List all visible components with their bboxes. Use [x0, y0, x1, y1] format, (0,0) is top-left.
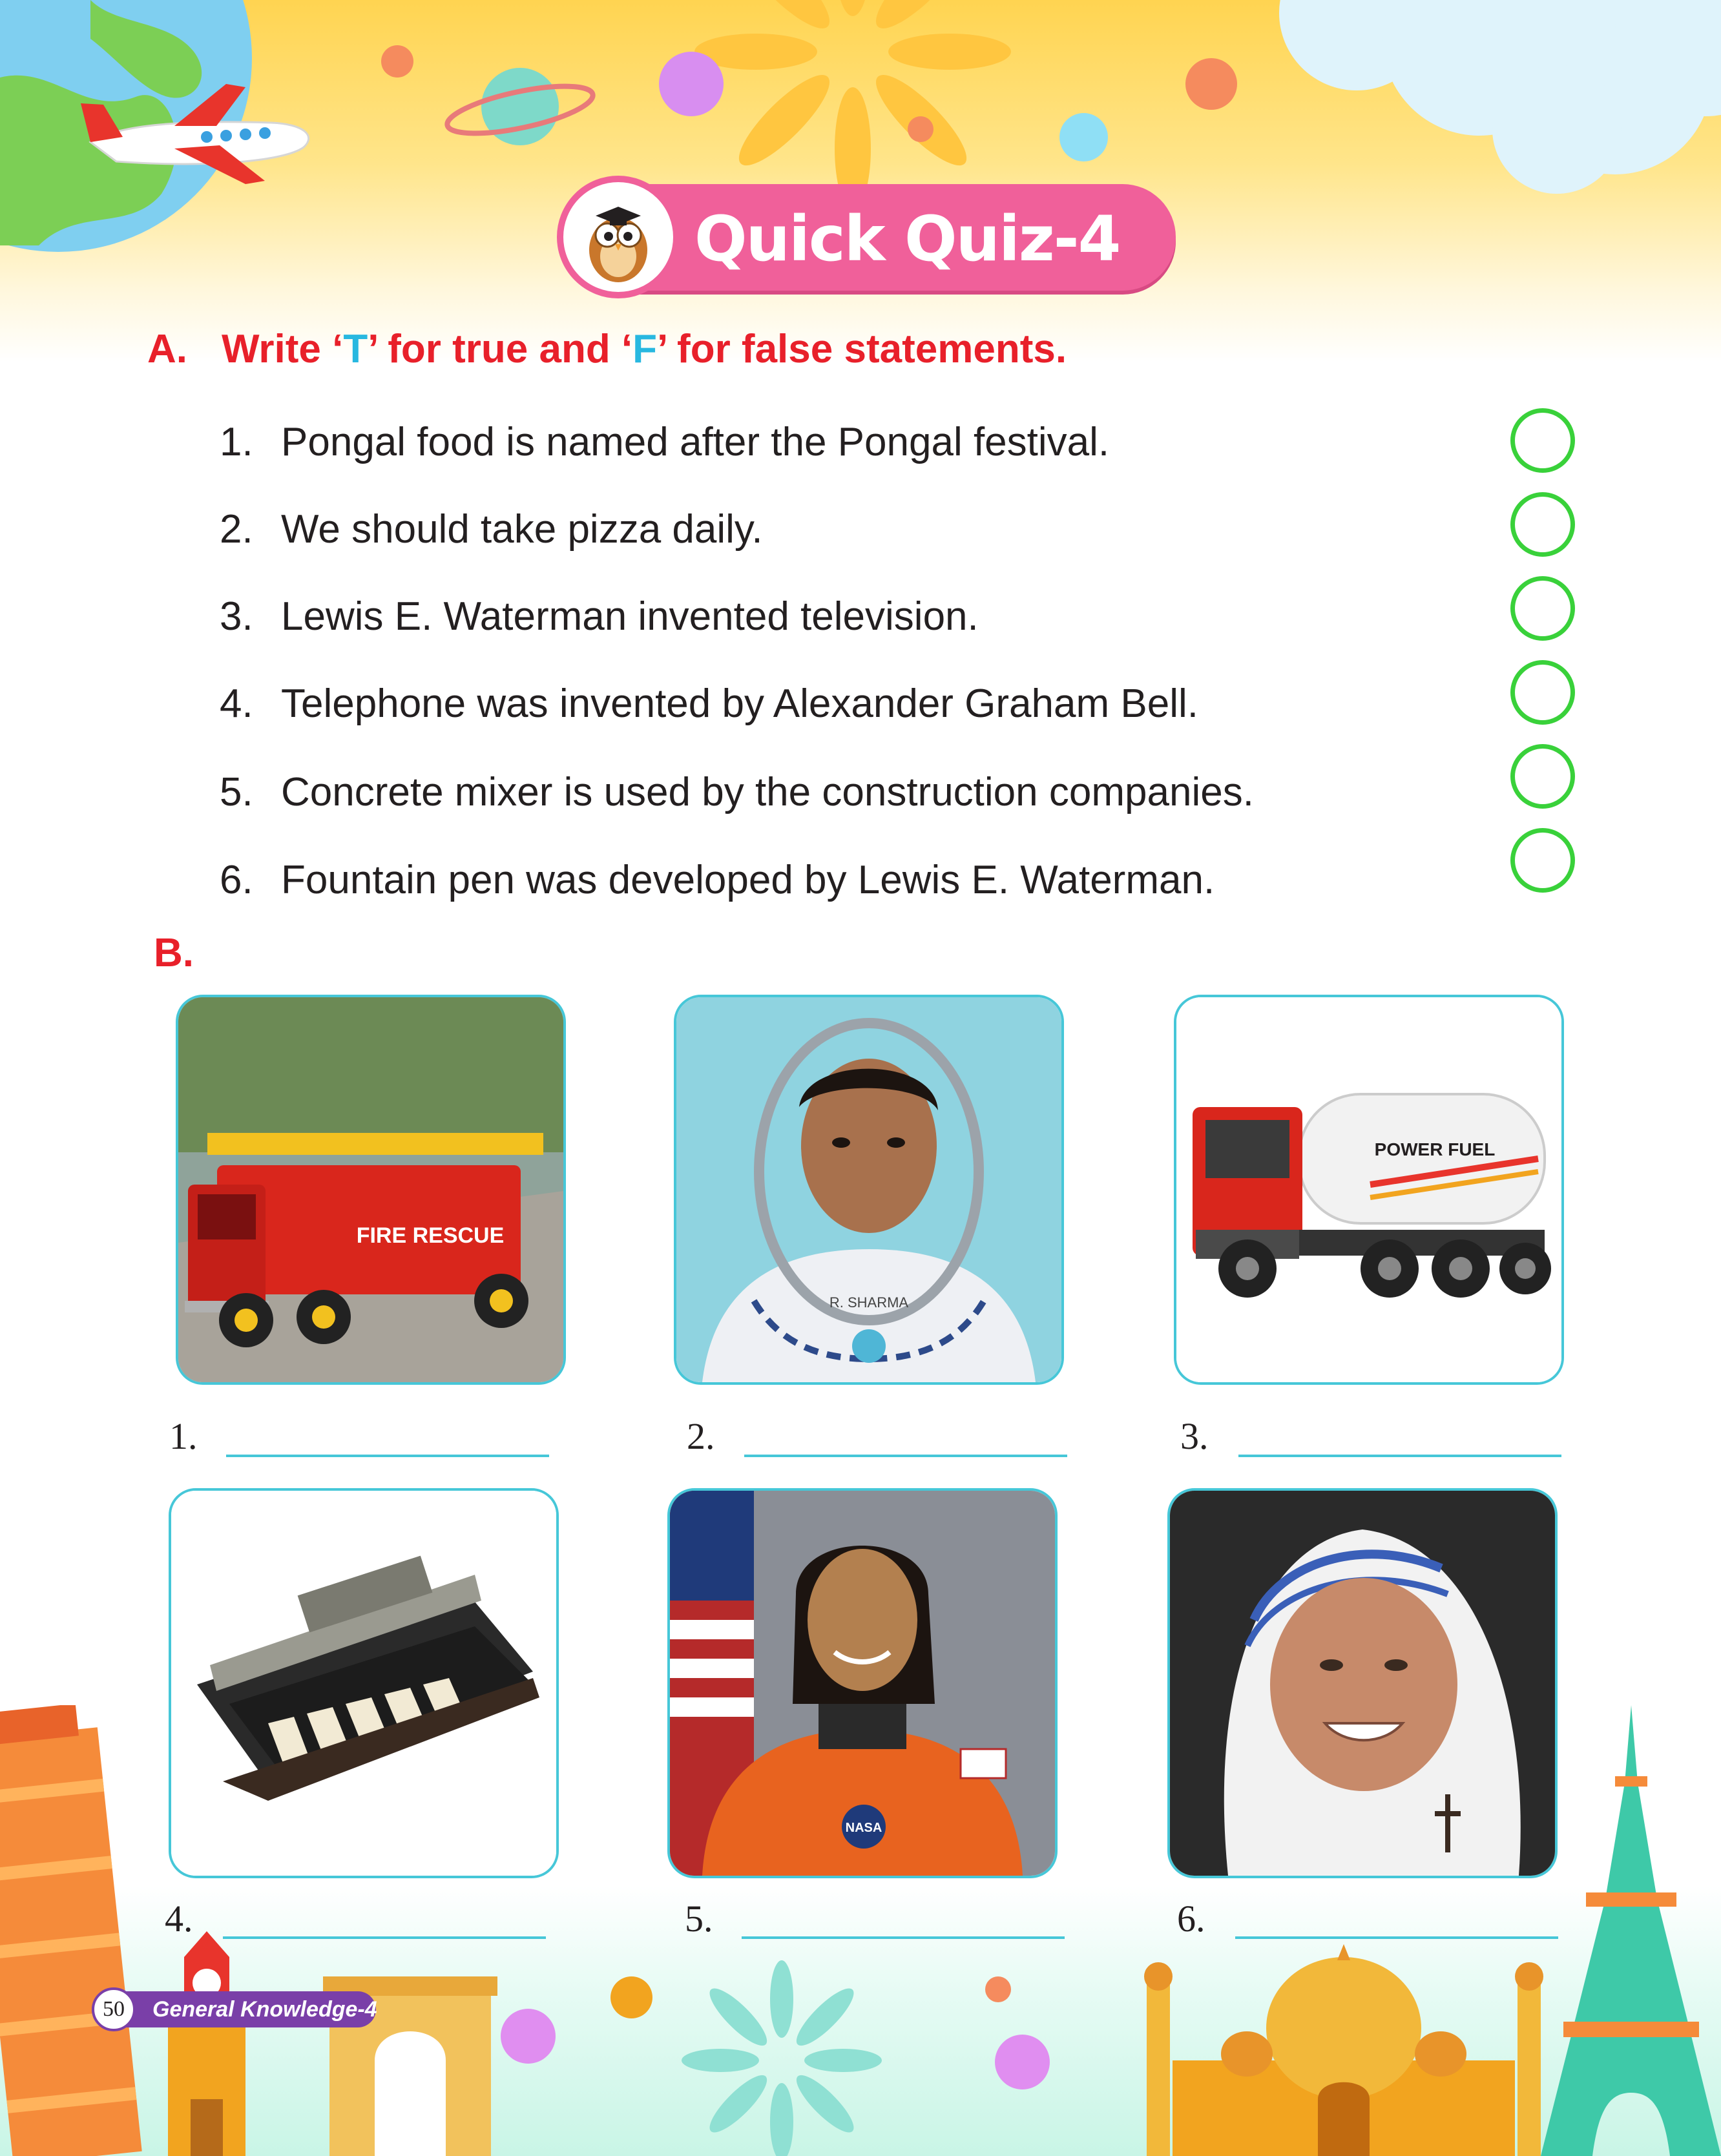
- decor-dot: [908, 116, 934, 142]
- decor-dot: [381, 45, 413, 78]
- answer-label-4: 4.: [165, 1898, 193, 1940]
- section-b-heading: B.: [154, 931, 194, 975]
- instruction-text: ’ for true and ‘: [368, 327, 633, 371]
- decor-dot: [659, 52, 724, 116]
- decor-dot: [501, 2009, 556, 2064]
- picture-card-2: [674, 995, 1064, 1385]
- instruction-text: Write ‘: [222, 327, 344, 371]
- astronaut-orange-suit-image: [670, 1491, 1055, 1876]
- question-text: Pongal food is named after the Pongal festival.: [281, 420, 1110, 464]
- section-a-heading: [147, 326, 1067, 372]
- fire-engine-image: [178, 997, 563, 1382]
- answer-circle-5[interactable]: [1510, 744, 1575, 809]
- nasa-patch-label: NASA: [845, 1821, 882, 1835]
- decor-dot: [1059, 113, 1108, 161]
- portrait-woman-sari-image: [1170, 1491, 1555, 1876]
- question-text: We should take pizza daily.: [281, 507, 763, 552]
- picture-card-6: [1167, 1488, 1558, 1878]
- decor-dot: [1185, 58, 1237, 110]
- fuel-tanker-image: [1176, 997, 1561, 1382]
- answer-circle-2[interactable]: [1510, 492, 1575, 557]
- question-text: Lewis E. Waterman invented television.: [281, 594, 979, 639]
- page-number: 50: [92, 1987, 136, 2031]
- picture-card-1: [176, 995, 566, 1385]
- astronaut-portrait-image: [676, 997, 1061, 1382]
- question-row: [220, 675, 1198, 733]
- owl-mascot-icon: [557, 176, 680, 298]
- question-number: 4.: [220, 681, 253, 726]
- picture-card-5: [667, 1488, 1058, 1878]
- decor-dot: [610, 1976, 652, 2018]
- question-row: [220, 413, 1109, 472]
- question-text: Fountain pen was developed by Lewis E. Waterman.: [281, 858, 1215, 902]
- question-number: 2.: [220, 507, 253, 552]
- sun-burst-icon: [678, 0, 1027, 194]
- fire-rescue-label: FIRE RESCUE: [356, 1223, 505, 1248]
- question-number: 1.: [220, 420, 253, 464]
- answer-label-6: 6.: [1177, 1898, 1205, 1940]
- answer-line-2[interactable]: [744, 1455, 1067, 1457]
- answer-circle-6[interactable]: [1510, 828, 1575, 893]
- question-number: 6.: [220, 858, 253, 902]
- answer-line-5[interactable]: [742, 1936, 1065, 1939]
- answer-label-5: 5.: [685, 1898, 713, 1940]
- airplane-icon: [78, 65, 323, 194]
- question-number: 3.: [220, 594, 253, 639]
- leaning-tower-illustration: [0, 1705, 168, 2156]
- section-a-letter: A.: [147, 327, 187, 371]
- question-row: [220, 763, 1254, 822]
- instruction-text: ’ for false statements.: [657, 327, 1067, 371]
- question-number: 5.: [220, 770, 253, 814]
- answer-label-3: 3.: [1180, 1415, 1209, 1457]
- question-text: Telephone was invented by Alexander Graham Bell.: [281, 681, 1198, 726]
- answer-circle-1[interactable]: [1510, 408, 1575, 473]
- answer-circle-4[interactable]: [1510, 660, 1575, 725]
- saturn-planet-icon: [439, 52, 601, 161]
- answer-circle-3[interactable]: [1510, 576, 1575, 641]
- false-letter: F: [632, 327, 658, 371]
- power-fuel-label: POWER FUEL: [1374, 1139, 1496, 1159]
- answer-line-3[interactable]: [1238, 1455, 1561, 1457]
- name-badge-label: R. SHARMA: [829, 1294, 909, 1311]
- answer-label-1: 1.: [169, 1415, 198, 1457]
- true-letter: T: [343, 327, 368, 371]
- taj-mahal-illustration: [1134, 1931, 1554, 2156]
- question-row: [220, 501, 763, 559]
- picture-card-4: [169, 1488, 559, 1878]
- answer-label-2: 2.: [687, 1415, 715, 1457]
- picture-card-3: [1174, 995, 1564, 1385]
- answer-line-4[interactable]: [223, 1936, 546, 1939]
- book-title: General Knowledge-4: [152, 1997, 377, 2022]
- page-title: Quick Quiz-4: [694, 203, 1120, 275]
- eiffel-tower-illustration: [1541, 1705, 1721, 2156]
- question-text: Concrete mixer is used by the construction companies.: [281, 770, 1254, 814]
- answer-line-1[interactable]: [226, 1455, 549, 1457]
- clock-tower-illustration: [149, 1931, 265, 2156]
- sun-burst-bottom-icon: [678, 1957, 885, 2156]
- braille-typewriter-image: [171, 1491, 556, 1876]
- question-row: [220, 851, 1215, 909]
- cloud-illustration: [1266, 0, 1721, 194]
- question-row: [220, 588, 979, 646]
- decor-dot: [995, 2035, 1050, 2089]
- decor-dot: [985, 1976, 1011, 2002]
